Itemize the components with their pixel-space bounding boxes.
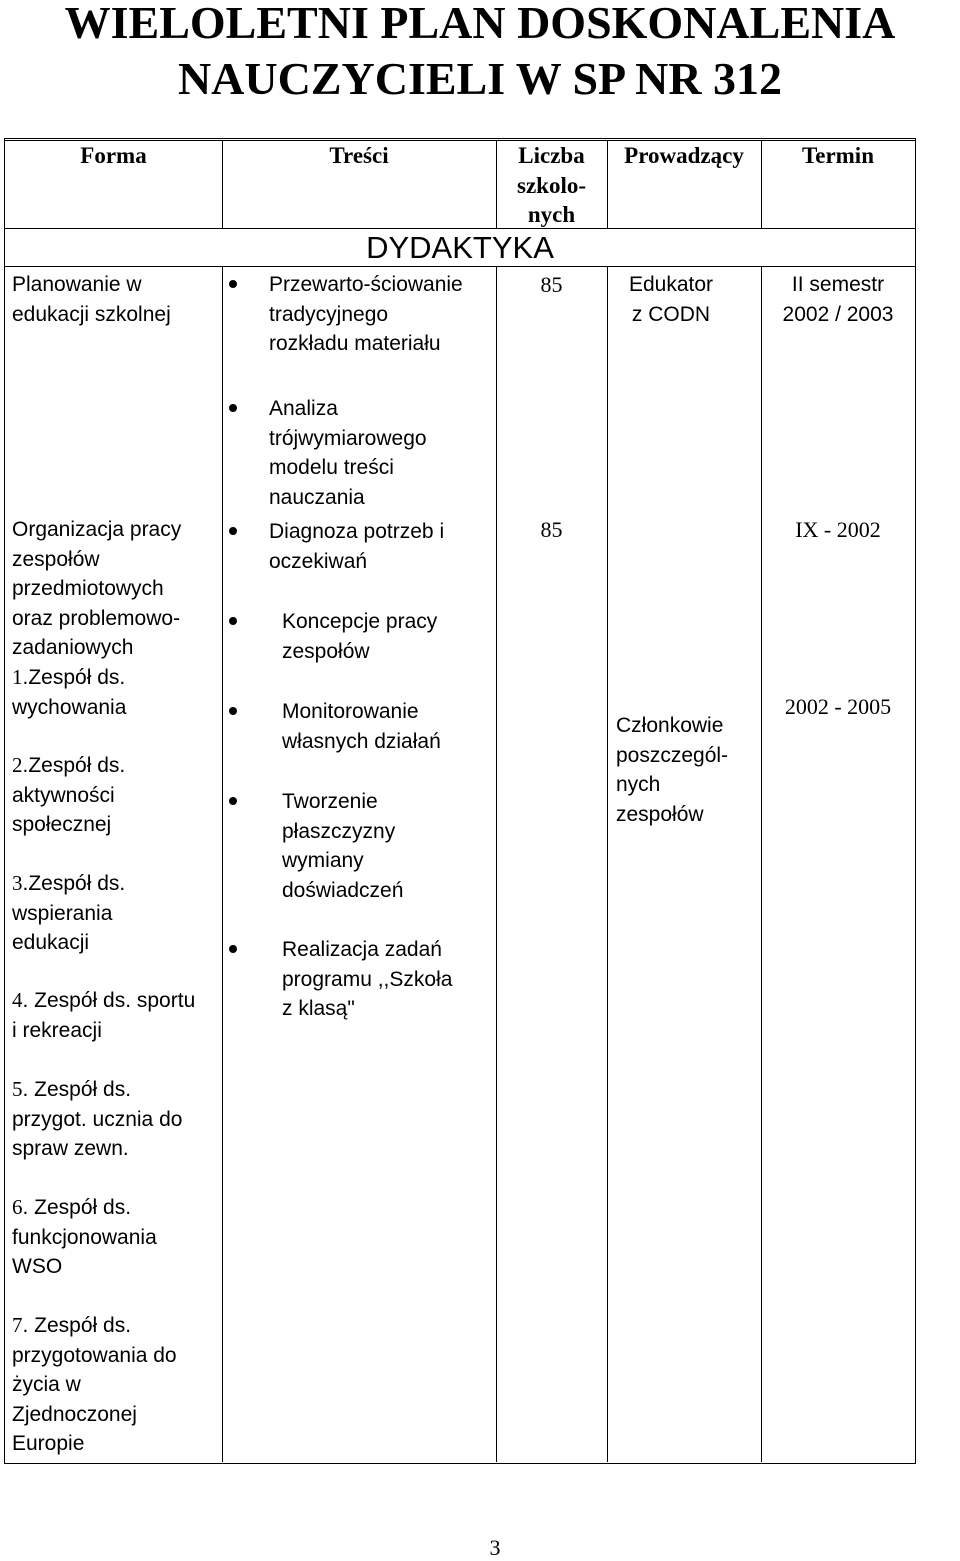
section-dydaktyka: DYDAKTYKA	[366, 230, 554, 265]
header-termin: Termin	[802, 143, 874, 168]
row2-tresc-5: Realizacja zadań programu ,,Szkoła z klasą"	[282, 938, 453, 1020]
section-bottom-line	[5, 266, 915, 267]
bullet-icon	[229, 527, 237, 535]
bullet-icon	[229, 797, 237, 805]
team-6	[12, 1193, 220, 1282]
row2-tresc-4: Tworzenie płaszczyzny wymiany doświadczeń	[282, 790, 404, 902]
header-prowadzacy: Prowadzący	[624, 143, 744, 168]
team-1	[12, 663, 220, 722]
team-2	[12, 751, 220, 840]
team-2-number: 2	[12, 753, 23, 777]
row1-tresc-1: Przewarto-ściowanie tradycyjnego rozkładu materiału	[269, 273, 463, 355]
team-5-number: 5	[12, 1077, 23, 1101]
header-liczba: Liczba szkolo- nych	[517, 143, 586, 227]
bullet-icon	[229, 280, 237, 288]
team-1-number: 1	[12, 665, 23, 689]
row2-termin-1: IX - 2002	[795, 517, 881, 542]
team-4-number: 4	[12, 988, 23, 1012]
col-line-1	[222, 266, 223, 1462]
row2-forma-intro: Organizacja pracy zespołów przedmiotowych oraz problemowo- zadaniowych	[12, 518, 182, 659]
team-4	[12, 986, 222, 1045]
row1-liczba: 85	[540, 272, 563, 297]
bullet-icon	[229, 617, 237, 625]
team-5	[12, 1075, 220, 1164]
team-6-label: . Zespół ds. funkcjonowania WSO	[12, 1196, 157, 1278]
header-tresci: Treści	[329, 143, 389, 168]
team-4-label: . Zespół ds. sportu i rekreacji	[12, 989, 196, 1042]
team-7-number: 7	[12, 1313, 23, 1337]
title-line-1: WIELOLETNI PLAN DOSKONALENIA	[64, 0, 896, 48]
header-bottom-line	[5, 228, 915, 229]
row1-forma: Planowanie w edukacji szkolnej	[12, 273, 171, 326]
team-3-number: 3	[12, 871, 23, 895]
row2-liczba: 85	[540, 517, 563, 542]
bullet-icon	[229, 404, 237, 412]
team-2-label: .Zespół ds. aktywności społecznej	[12, 754, 126, 836]
row2-termin-2: 2002 - 2005	[784, 694, 892, 719]
row1-tresc-2: Analiza trójwymiarowego modelu treści nauczania	[269, 397, 427, 509]
col-line-2	[496, 266, 497, 1462]
team-5-label: . Zespół ds. przygot. ucznia do spraw zewn.	[12, 1078, 183, 1160]
bullet-icon	[229, 945, 237, 953]
header-forma: Forma	[80, 143, 147, 168]
col-line-4	[761, 266, 762, 1462]
team-3-label: .Zespół ds. wspierania edukacji	[12, 872, 126, 954]
team-7	[12, 1311, 220, 1459]
row2-tresc-3: Monitorowanie własnych działań	[282, 700, 441, 753]
team-1-label: .Zespół ds. wychowania	[12, 666, 127, 719]
row2-tresc-2: Koncepcje pracy zespołów	[282, 610, 438, 663]
team-7-label: . Zespół ds. przygotowania do życia w Zjednoczonej Europie	[12, 1314, 177, 1455]
row1-prowadzacy: Edukator z CODN	[628, 273, 714, 326]
page-number: 3	[489, 1535, 501, 1560]
bullet-icon	[229, 707, 237, 715]
row2-prowadzacy: Członkowie poszczegól- nych zespołów	[616, 714, 729, 826]
title-line-2: NAUCZYCIELI W SP NR 312	[177, 53, 783, 104]
row2-tresc-1: Diagnoza potrzeb i oczekiwań	[269, 520, 445, 573]
row1-termin: II semestr 2002 / 2003	[782, 273, 894, 326]
col-line-3	[607, 266, 608, 1462]
team-3	[12, 869, 220, 958]
team-6-number: 6	[12, 1195, 23, 1219]
